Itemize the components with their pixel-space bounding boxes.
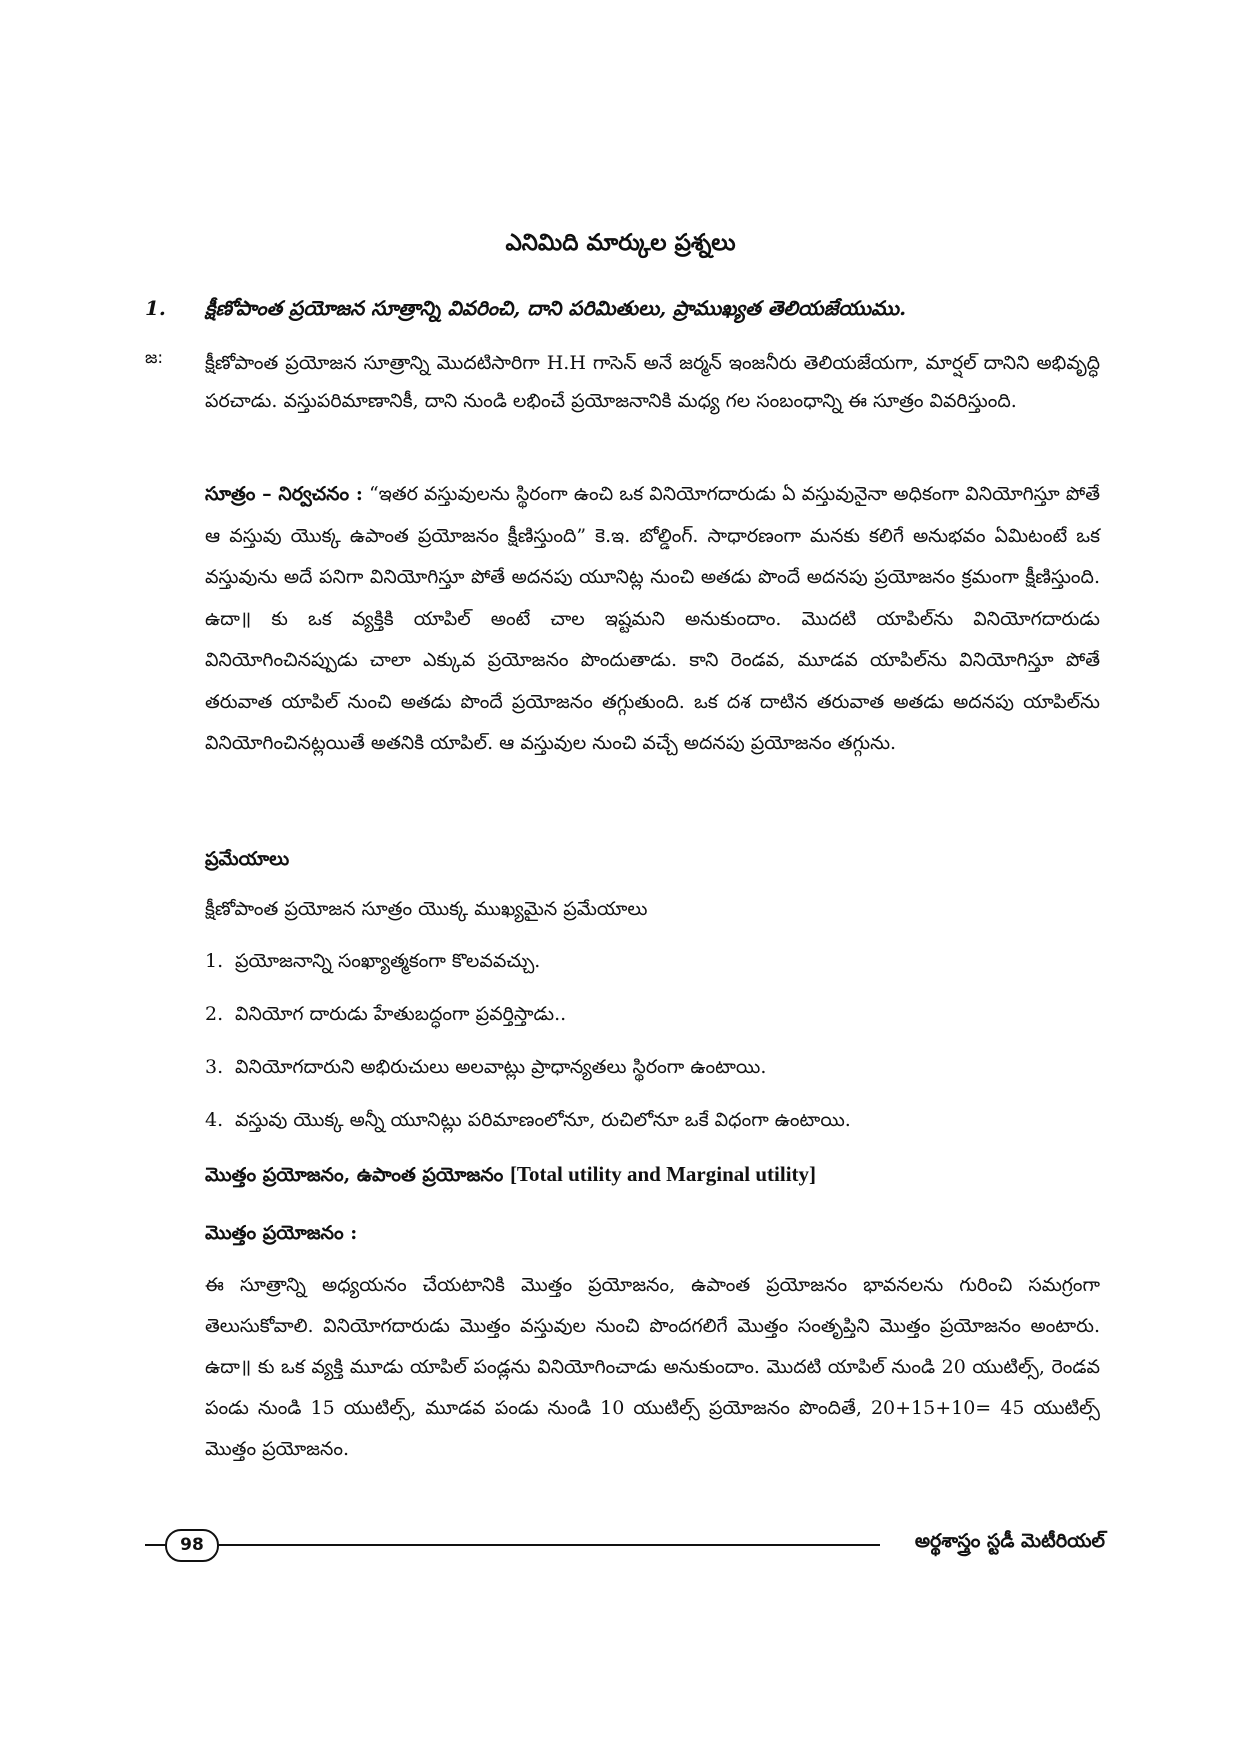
list-item-text: వినియోగ దారుడు హేతుబద్ధంగా ప్రవర్తిస్తాడు.. (235, 1003, 567, 1025)
list-item-text: వస్తువు యొక్క అన్నీ యూనిట్లు పరిమాణంలోనూ, రుచిలోనూ ఒకే విధంగా ఉంటాయి. (235, 1109, 851, 1131)
list-item-text: వినియోగదారుని అభిరుచులు అలవాట్లు ప్రాధాన్యతలు స్థిరంగా ఉంటాయి. (235, 1056, 767, 1078)
definition-paragraph (205, 474, 1100, 765)
list-item (205, 1105, 851, 1158)
section-title: ఎనిమిది మార్కుల ప్రశ్నలు (505, 230, 736, 256)
assumptions-intro: క్షీణోపాంత ప్రయోజన సూత్రం యొక్క ముఖ్యమైన ప్రమేయాలు (205, 898, 648, 920)
assumptions-list (205, 946, 851, 1158)
total-utility-paragraph: ఈ సూత్రాన్ని అధ్యయనం చేయటానికి మొత్తం ప్రయోజనం, ఉపాంత ప్రయోజనం భావనలను గురించి సమగ్రంగా తెలుసుకోవాలి. వినియోగదారుడు మొత్తం వస్తువుల నుంచి పొందగలిగే మొత్తం సంతృప్తిని మొత్తం ప్రయోజనం అంటారు. ఉదా॥ కు ఒక వ్యక్తి మూడు యాపిల్ పండ్లను వినియోగించాడు అనుకుందాం. మొదటి యాపిల్ నుండి 20 యుటిల్స్, రెండవ పండు నుండి 15 యుటిల్స్, మూడవ పండు నుండి 10 యుటిల్స్ ప్రయోజనం పొందితే, 20+15+10= 45 యుటిల్స్ మొత్తం ప్రయోజనం. (205, 1274, 1100, 1460)
question-number: 1. (145, 296, 166, 320)
list-item-number: 1. (205, 950, 224, 972)
list-item (205, 1052, 851, 1105)
list-item (205, 946, 851, 999)
footer-title: అర్థశాస్త్రం స్టడీ మెటీరియల్ (914, 1530, 1105, 1552)
answer-label: జ: (145, 348, 164, 368)
total-marginal-heading-english: [Total utility and Marginal utility] (509, 1162, 817, 1186)
page-number-badge: 98 (165, 1529, 219, 1562)
list-item (205, 999, 851, 1052)
list-item-text: ప్రయోజనాన్ని సంఖ్యాత్మకంగా కొలవవచ్చు. (235, 950, 541, 972)
total-marginal-heading (205, 1162, 1100, 1191)
list-item-number: 2. (205, 1003, 224, 1025)
total-marginal-heading-telugu: మొత్తం ప్రయోజనం, ఉపాంత ప్రయోజనం (205, 1164, 504, 1186)
total-utility-heading: మొత్తం ప్రయోజనం : (205, 1222, 358, 1244)
question-text: క్షీణోపాంత ప్రయోజన సూత్రాన్ని వివరించి, దాని పరిమితులు, ప్రాముఖ్యత తెలియజేయుము. (205, 296, 907, 320)
footer-rule (145, 1544, 880, 1546)
list-item-number: 4. (205, 1109, 224, 1131)
definition-term: సూత్రం – నిర్వచనం : (205, 483, 363, 505)
definition-text: “ఇతర వస్తువులను స్థిరంగా ఉంచి ఒక వినియోగదారుడు ఏ వస్తువునైనా అధికంగా వినియోగిస్తూ పోతే ఆ వస్తువు యొక్క ఉపాంత ప్రయోజనం క్షీణిస్తుంది” కె.ఇ. బోల్డింగ్. సాధారణంగా మనకు కలిగే అనుభవం ఏమిటంటే ఒక వస్తువును అదే పనిగా వినియోగిస్తూ పోతే అదనపు యూనిట్ల నుంచి అతడు పొందే అదనపు ప్రయోజనం క్రమంగా క్షీణిస్తుంది. ఉదా॥ కు ఒక వ్యక్తికి యాపిల్ అంటే చాల ఇష్టమని అనుకుందాం. మొదటి యాపిల్‌ను వినియోగదారుడు వినియోగించినప్పుడు చాలా ఎక్కువ ప్రయోజనం పొందుతాడు. కాని రెండవ, మూడవ యాపిల్‌ను వినియోగిస్తూ పోతే తరువాత యాపిల్ నుంచి అతడు పొందే ప్రయోజనం తగ్గుతుంది. ఒక దశ దాటిన తరువాత అతడు అదనపు యాపిల్‌ను వినియోగించినట్లయితే అతనికి యాపిల్. ఆ వస్తువుల నుంచి వచ్చే అదనపు ప్రయోజనం తగ్గును. (205, 483, 1100, 754)
assumptions-heading: ప్రమేయాలు (205, 848, 290, 870)
list-item-number: 3. (205, 1056, 224, 1078)
answer-paragraph-intro: క్షీణోపాంత ప్రయోజన సూత్రాన్ని మొదటిసారిగా H.H గాసెన్ అనే జర్మన్ ఇంజనీరు తెలియజేయగా, మార్షల్ దానిని అభివృద్ధి పరచాడు. వస్తుపరిమాణానికీ, దాని నుండి లభించే ప్రయోజనానికి మధ్య గల సంబంధాన్ని ఈ సూత్రం వివరిస్తుంది. (205, 352, 1100, 412)
